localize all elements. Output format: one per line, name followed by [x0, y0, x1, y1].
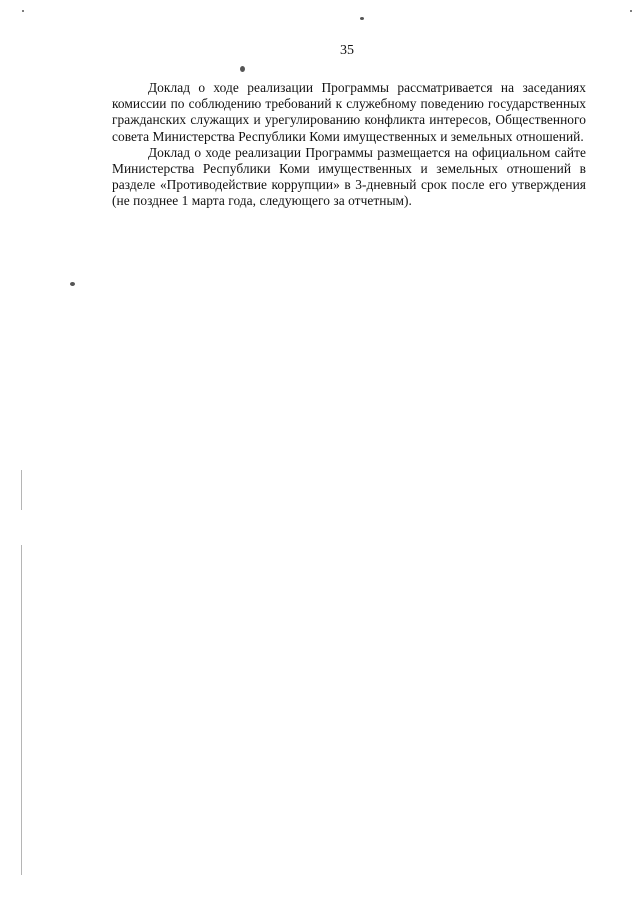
scan-edge-line — [21, 470, 22, 510]
paragraph-report-review: Доклад о ходе реализации Программы рассматривается на заседаниях комиссии по соблюдению требований к служебному поведению государственных гражданских служащих и урегулированию конфликта интересов, Общественного совета Министерства Республики Коми имущественных и земельных отношений. — [112, 80, 586, 144]
scan-speck — [22, 10, 24, 12]
document-body — [112, 80, 586, 210]
page-number: 35 — [340, 43, 354, 58]
paragraph-report-publication: Доклад о ходе реализации Программы размещается на официальном сайте Министерства Республики Коми имущественных и земельных отношений в разделе «Противодействие коррупции» в 3-дневный срок после его утверждения (не позднее 1 марта года, следующего за отчетным). — [112, 144, 586, 209]
scan-edge-line — [21, 545, 22, 875]
scan-speck — [630, 10, 632, 12]
scan-speck — [240, 66, 245, 72]
scan-speck — [70, 282, 75, 286]
scan-speck — [360, 17, 364, 20]
